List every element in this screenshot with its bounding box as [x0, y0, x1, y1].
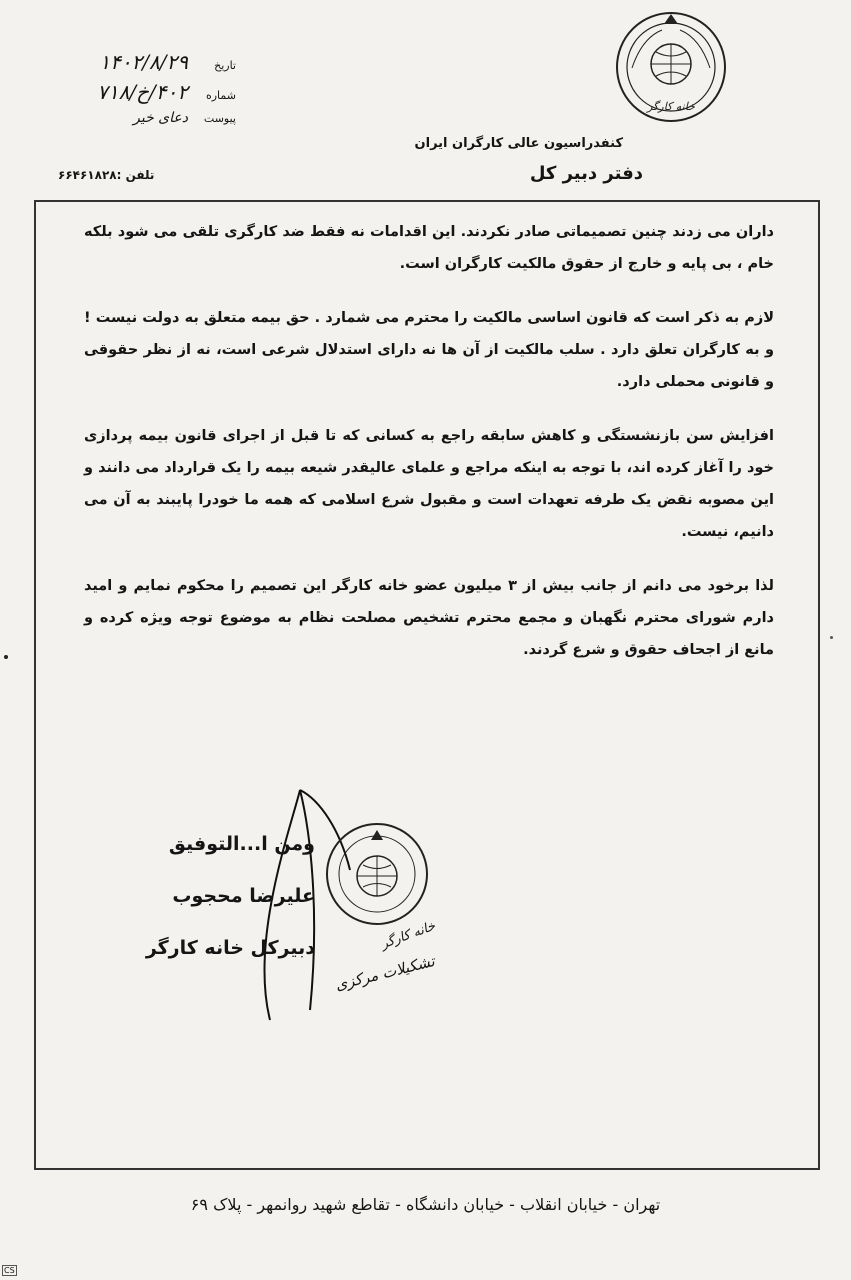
letter-body [84, 216, 774, 688]
workers-house-logo-icon [612, 8, 730, 126]
number-value: ۴۰۲/خ/۷۱۸ [97, 80, 188, 104]
date-value: ۱۴۰۲/۸/۲۹ [99, 50, 188, 74]
closing-line: ومن ا...التوفیق [168, 833, 315, 855]
signature-block [146, 818, 315, 974]
scan-dot [4, 655, 8, 659]
signer-title: دبیرکل خانه کارگر [145, 937, 315, 959]
phone: تلفن :۶۶۴۶۱۸۲۸ [58, 168, 155, 182]
paragraph: داران می زدند چنین تصمیماتی صادر نکردند. این اقدامات نه فقط ضد کارگری تلقی می شود بلکه خام ، بی پایه و خارج از حقوق مالکیت کارگران است. [84, 224, 774, 272]
seal-text: تشکیلات مرکزی [333, 951, 437, 995]
footer-address: تهران - خیابان انقلاب - خیابان دانشگاه - تقاطع شهید روانمهر - پلاک ۶۹ [190, 1195, 661, 1214]
logo-text: خانه کارگر [647, 100, 695, 113]
paragraph: لذا برخود می دانم از جانب بیش از ۳ میلیون عضو خانه کارگر این تصمیم را محکوم نمایم و امید دارم شورای محترم نگهبان و مجمع محترم تشخیص مصلحت نظام به موضوع توجه ویژه کرده و مانع از اجحاف حقوق و شرع گردند. [84, 578, 775, 658]
number-label: شماره [205, 89, 236, 102]
attachment-value: دعای خیر [133, 110, 188, 126]
date-row [56, 50, 236, 80]
scanner-badge: CS [4, 1266, 15, 1275]
scan-dot [830, 636, 833, 639]
office-title: دفتر دبیر کل [529, 163, 643, 184]
attachment-label: پیوست [203, 112, 236, 125]
paragraph: افزایش سن بازنشستگی و کاهش سابقه راجع به کسانی که تا قبل از اجرای قانون بیمه پردازی خود را آغاز کرده اند، با توجه به اینکه مراجع و علمای عالیقدر شیعه بیمه را یک قرارداد می دانند و این مصوبه نقض یک طرفه تعهدات است و مقبول شرع اسلامی که همه ما خودرا پایبند به آن می دانیم، نیست. [84, 428, 774, 540]
official-seal-icon [318, 818, 436, 930]
letter-meta [56, 50, 236, 140]
seal-label: خانه کارگر [379, 918, 438, 953]
attachment-row [56, 110, 236, 140]
date-label: تاریخ [214, 59, 236, 72]
org-name: کنفدراسیون عالی کارگران ایران [414, 136, 623, 151]
paragraph: لازم به ذکر است که قانون اساسی مالکیت را محترم می شمارد . حق بیمه متعلق به دولت نیست ! و به کارگران تعلق دارد . سلب مالکیت از آن ها نه دارای استدلال شرعی است، نه از نظر حقوقی و قانونی محملی دارد. [84, 310, 774, 390]
signer-name: علیرضا محجوب [172, 885, 315, 907]
number-row [56, 80, 236, 110]
